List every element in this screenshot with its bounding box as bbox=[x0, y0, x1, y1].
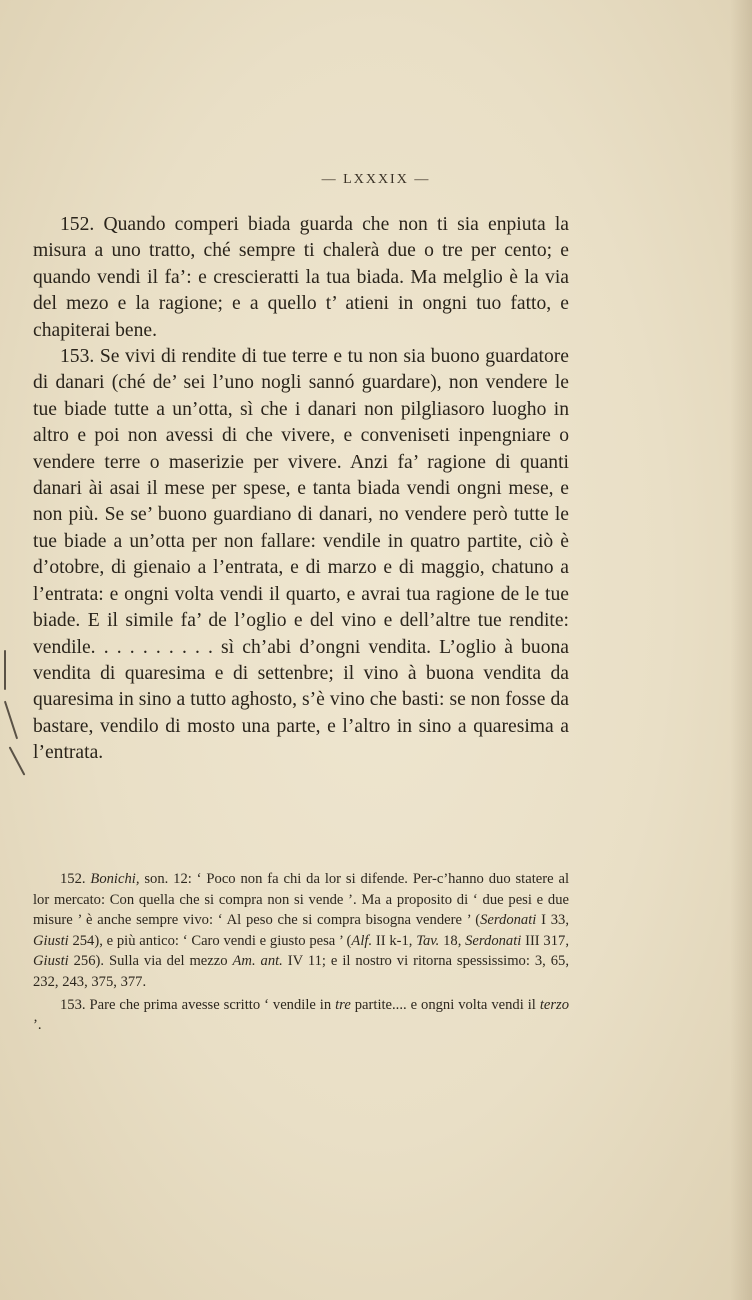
footnote-152 bbox=[33, 869, 569, 993]
footnote-italic-run: terzo bbox=[539, 996, 569, 1013]
footnote-italic-run: Am. ant. bbox=[232, 953, 283, 970]
footnote-text-run: son. 12: ‘ Poco non fa chi da lor si difende. Per-c’hanno duo statere al lor mercato: Con quella che si compra non si vende ’. Ma a proposito di ‘ due pesi e due misure ’ è anche sempre vivo: ‘ Al peso che si compra bisogna vendere ’ ( bbox=[33, 871, 569, 929]
footnote-153 bbox=[33, 995, 569, 1036]
main-text bbox=[33, 212, 569, 767]
footnote-text-run: IV 11; e il nostro vi ritorna spessissimo: 3, 65, 232, 243, 375, 377. bbox=[33, 953, 569, 990]
footnote-text-run: 18, bbox=[439, 932, 466, 949]
footnote-text-run: 152. bbox=[60, 871, 91, 887]
footnote-italic-run: tre bbox=[335, 996, 351, 1013]
footnote-text-run: III 317, bbox=[521, 932, 569, 949]
footnote-italic-run: Giusti bbox=[33, 932, 69, 949]
footnote-italic-run: Bonichi, bbox=[90, 871, 140, 887]
pencil-margin-mark bbox=[9, 746, 26, 775]
footnote-text-run: II k-1, bbox=[372, 932, 417, 949]
paragraph-152: 152. Quando comperi biada guarda che non ti sia enpiuta la misura a uno tratto, ché sempre ti chalerà due o tre per cento; e quando vendi il fa’: e crescieratti la tua biada. Ma melglio è la via del mezo e la ragione; e a quello t’ atieni in ongni tuo fatto, e chapiterai bene. bbox=[33, 214, 569, 341]
footnote-italic-run: Tav. bbox=[416, 932, 440, 949]
paragraph-153: 153. Se vivi di rendite di tue terre e tu non sia buono guardatore di danari (ché de’ sei l’uno nogli sannó guardare), non vendere le tue biade tutte a un’otta, sì che i danari non pilgliasoro luogho in altro e poi non avessi di che vivere, e conveniseti inpengniare o vendere terre o maserizie per vivere. Anzi fa’ ragione di quanti danari ài asai il mese per spese, e tanta biada vendi ongni mese, e non più. Se se’ buono guardiano di danari, no vendere però tutte le tue biade a un’otta per non fallare: vendile in quatro partite, ciò è d’otobre, di gienaio a l’entrata, e di marzo e di maggio, chatuno a l’entrata: e ongni volta vendi il quarto, e avrai tua ragione de le tue biade. E il simile fa’ de l’oglio e del vino e dell’altre tue rendite: vendile. . . . . . . . . . sì ch’abi d’ongni vendita. L’oglio à buona vendita di quaresima e di settenbre; il vino à buona vendita da quaresima in sino a tutto aghosto, s’è vino che basti: se non fosse da bastare, vendilo di mosto una parte, e l’altro in sino a quaresima a l’entrata. bbox=[33, 346, 569, 764]
footnote-text-run: ’. bbox=[33, 1017, 42, 1034]
pencil-margin-mark bbox=[4, 650, 6, 690]
footnote-text-run: partite.... e ongni volta vendi il bbox=[350, 996, 540, 1013]
footnote-text-run: I 33, bbox=[536, 912, 569, 929]
pencil-margin-mark bbox=[4, 701, 18, 740]
footnote-text-run: 254), e più antico: ‘ Caro vendi e giusto pesa ’ ( bbox=[68, 932, 352, 949]
footnote-text-run: 256). Sulla via del mezzo bbox=[68, 953, 233, 970]
footnote-italic-run: Serdonati bbox=[465, 932, 522, 949]
page-number-header: — LXXXIX — bbox=[321, 172, 431, 187]
page-edge-shadow bbox=[730, 0, 752, 1300]
footnote-italic-run: Alf. bbox=[351, 932, 373, 949]
footnote-text-run: 153. Pare che prima avesse scritto ‘ vendile in bbox=[60, 996, 336, 1013]
footnote-italic-run: Giusti bbox=[33, 953, 69, 970]
footnotes bbox=[33, 869, 569, 1038]
footnote-italic-run: Serdonati bbox=[480, 912, 537, 929]
